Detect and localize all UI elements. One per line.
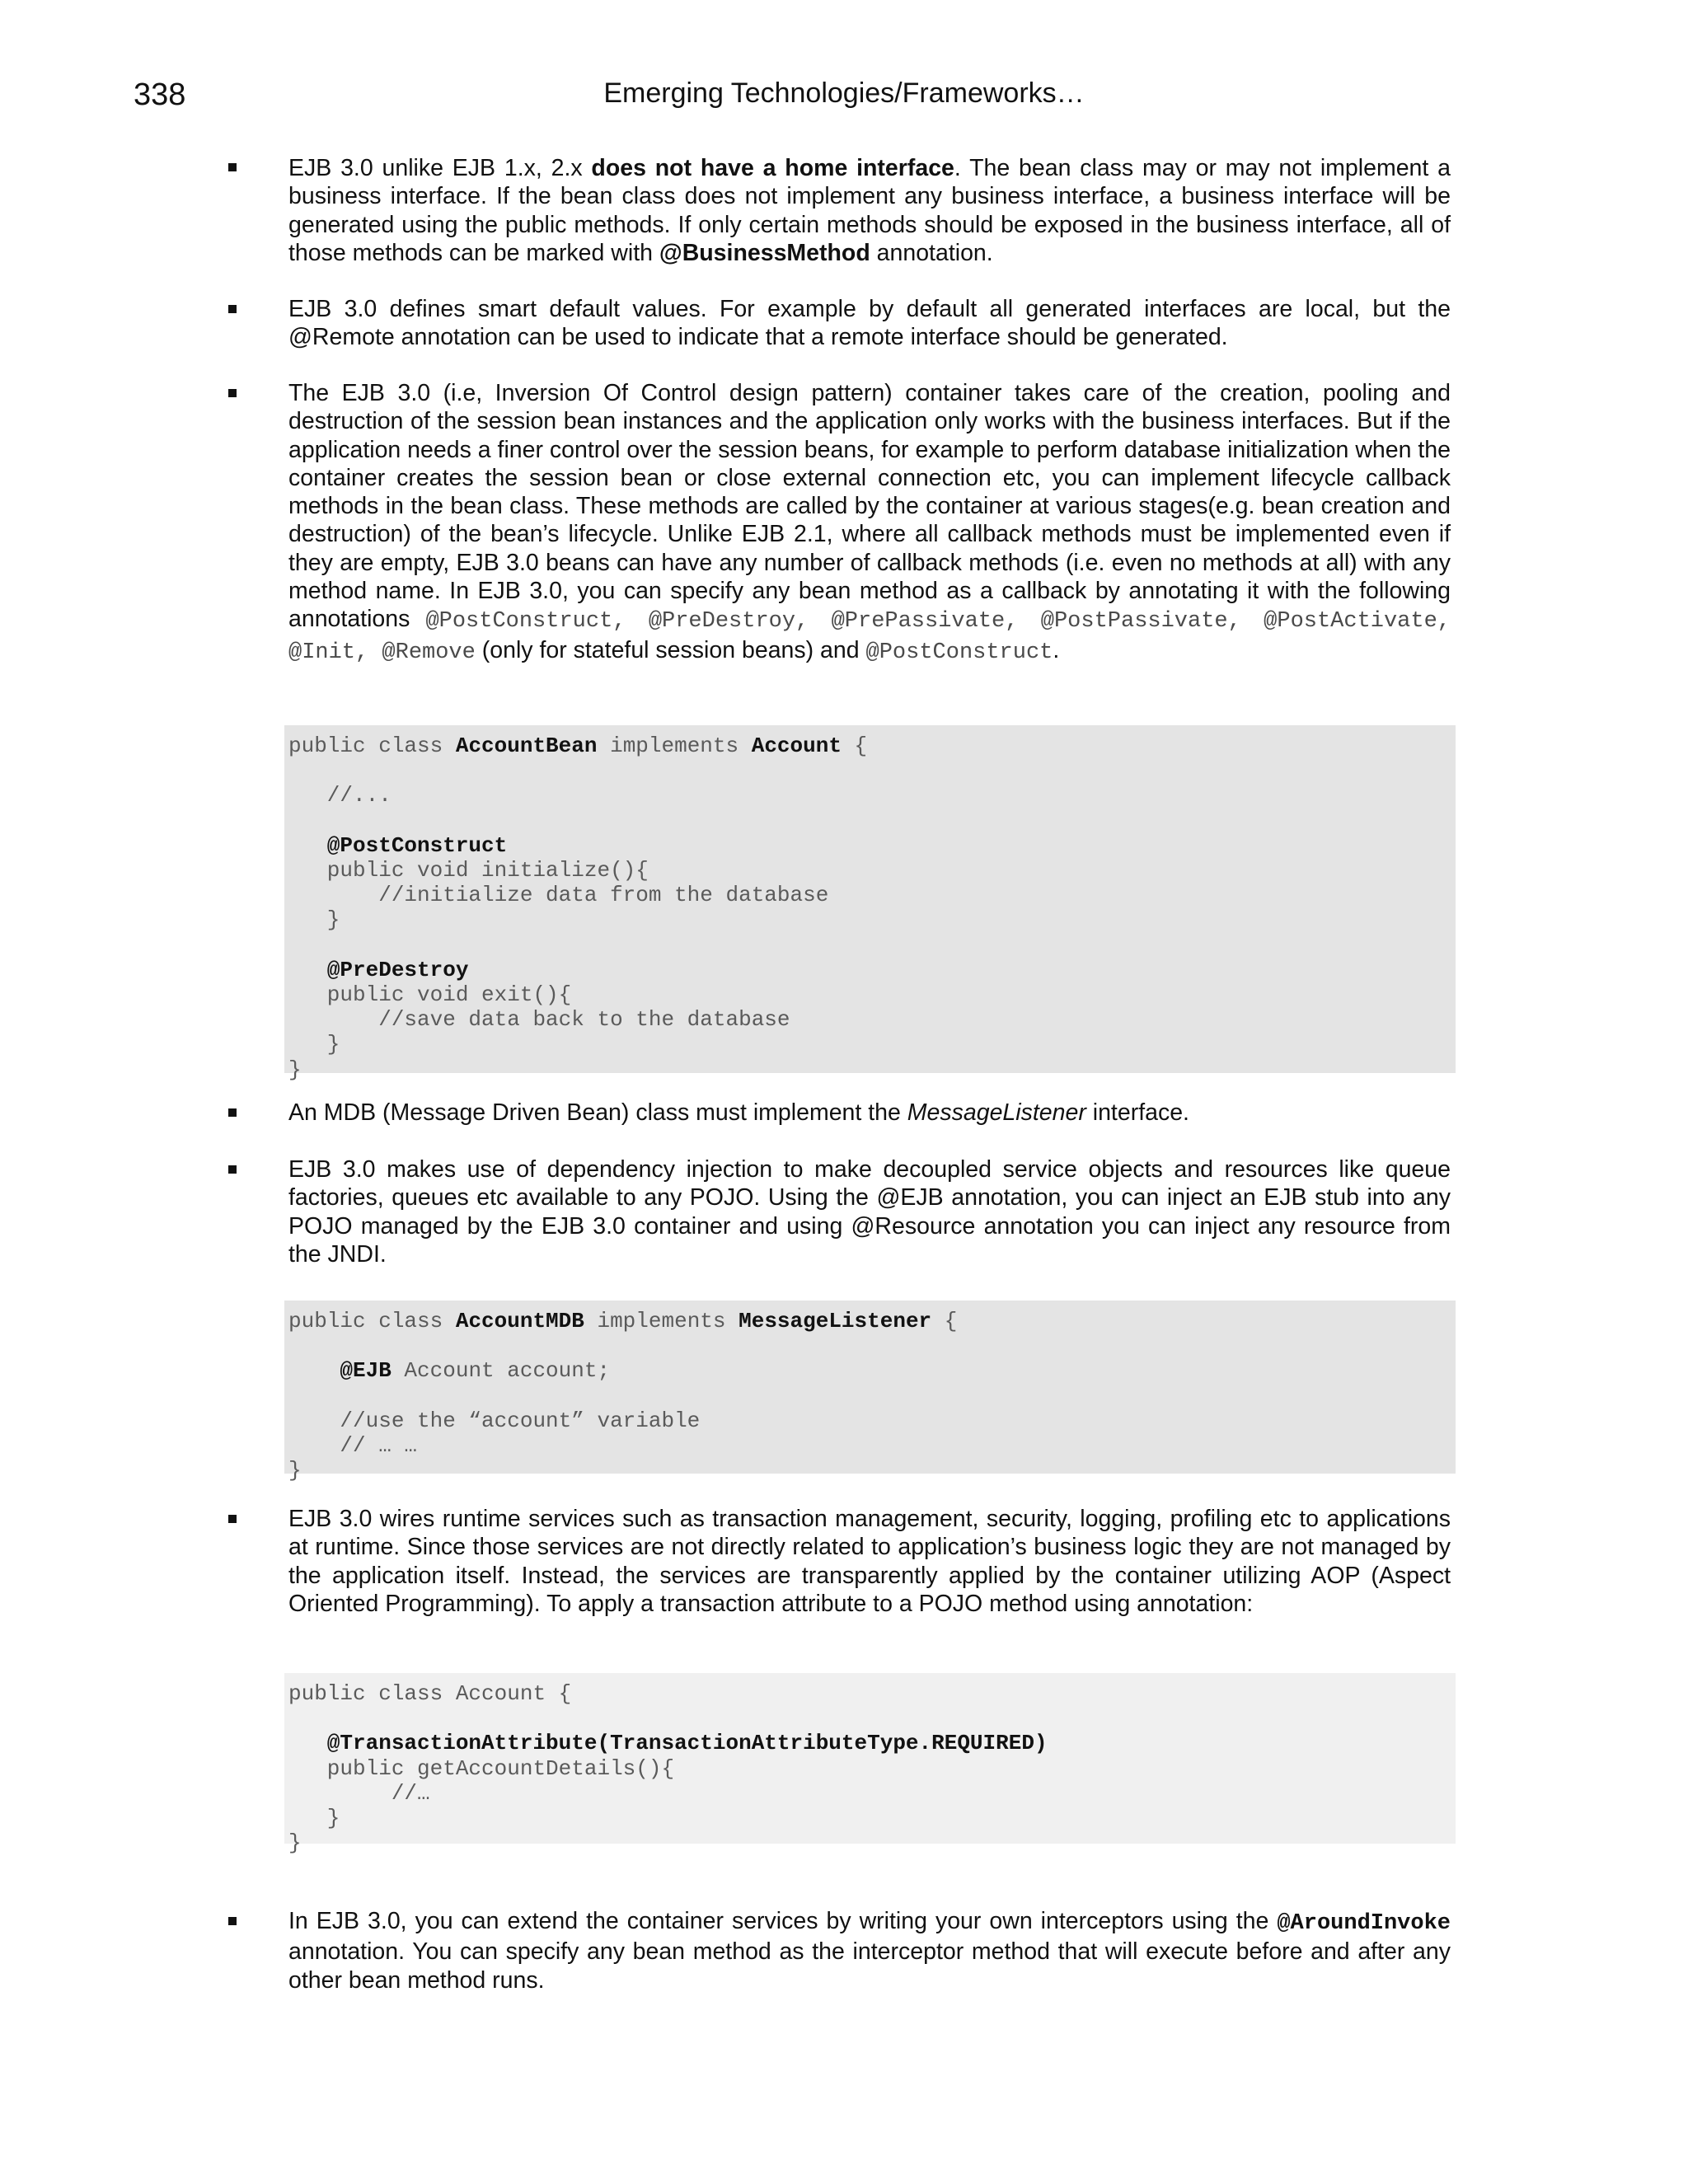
paragraph-dependency-injection: EJB 3.0 makes use of dependency injection to make decoupled service objects and resources like queue factories, queues etc available to any POJO. Using the @EJB annotation, you can inject an EJB stub into any POJO managed by the EJB 3.0 container and using @Resource annotation you can inject any resource from the JNDI. xyxy=(288,1156,1451,1268)
running-title: Emerging Technologies/Frameworks… xyxy=(603,77,1085,109)
paragraph-home-interface: EJB 3.0 unlike EJB 1.x, 2.x does not have a home interface. The bean class may or may not implement a business interface. If the bean class does not implement any business interface, a business interface will be generated using the public methods. If only certain methods should be exposed in the business interface, all of those methods can be marked with @BusinessMethod annotation. xyxy=(288,155,1451,266)
bullet-marker xyxy=(228,305,237,313)
bullet-marker xyxy=(228,163,237,171)
bullet-marker xyxy=(228,1917,237,1925)
page-number: 338 xyxy=(134,77,186,112)
paragraph-lifecycle-callbacks: The EJB 3.0 (i.e, Inversion Of Control design pattern) container takes care of the creation, pooling and destruction of the session bean instances and the application only works with the business interfaces. But if the application needs a finer control over the session beans, for example to perform database initialization when the container creates the session bean or close external connection etc, you can implement lifecycle callback methods in the bean class. These methods are called by the container at various stages(e.g. bean creation and destruction) of the bean’s lifecycle. Unlike EJB 2.1, where all callback methods must be implemented even if they are empty, EJB 3.0 beans can have any number of callback methods (i.e. even no methods at all) with any method name. In EJB 3.0, you can specify any bean method as a callback by annotating it with the following annotations @PostConstruct, @PreDestroy, @PrePassivate, @PostPassivate, @PostActivate, @Init, @Remove (only for stateful session beans) and @PostConstruct. xyxy=(288,380,1451,665)
paragraph-smart-defaults: EJB 3.0 defines smart default values. For example by default all generated interfaces are local, but the @Remote annotation can be used to indicate that a remote interface should be generated. xyxy=(288,296,1451,351)
code-block-transaction-attribute: public class Account { @TransactionAttribute(TransactionAttributeType.REQUIRED) public getAccountDetails(){ //… } } xyxy=(284,1673,1456,1844)
paragraph-interceptors: In EJB 3.0, you can extend the container services by writing your own interceptors using the @AroundInvoke annotation. You can specify any bean method as the interceptor method that will execute before and after any other bean method runs. xyxy=(288,1908,1451,1994)
paragraph-mdb: An MDB (Message Driven Bean) class must implement the MessageListener interface. xyxy=(288,1099,1189,1126)
code-block-account-bean: public class AccountBean implements Account { //... @PostConstruct public void initialize(){ //initialize data from the database } @PreDestroy public void exit(){ //save data back to the database } } xyxy=(284,725,1456,1073)
bullet-marker xyxy=(228,389,237,397)
bullet-marker xyxy=(228,1515,237,1523)
bullet-marker xyxy=(228,1108,237,1117)
paragraph-runtime-services: EJB 3.0 wires runtime services such as transaction management, security, logging, profiling etc to applications at runtime. Since those services are not directly related to application’s business logic they are not managed by the application itself. Instead, the services are transparently applied by the container utilizing AOP (Aspect Oriented Programming). To apply a transaction attribute to a POJO method using annotation: xyxy=(288,1506,1451,1617)
code-block-account-mdb: public class AccountMDB implements MessageListener { @EJB Account account; //use the “account” variable // … … } xyxy=(284,1301,1456,1474)
bullet-marker xyxy=(228,1165,237,1174)
